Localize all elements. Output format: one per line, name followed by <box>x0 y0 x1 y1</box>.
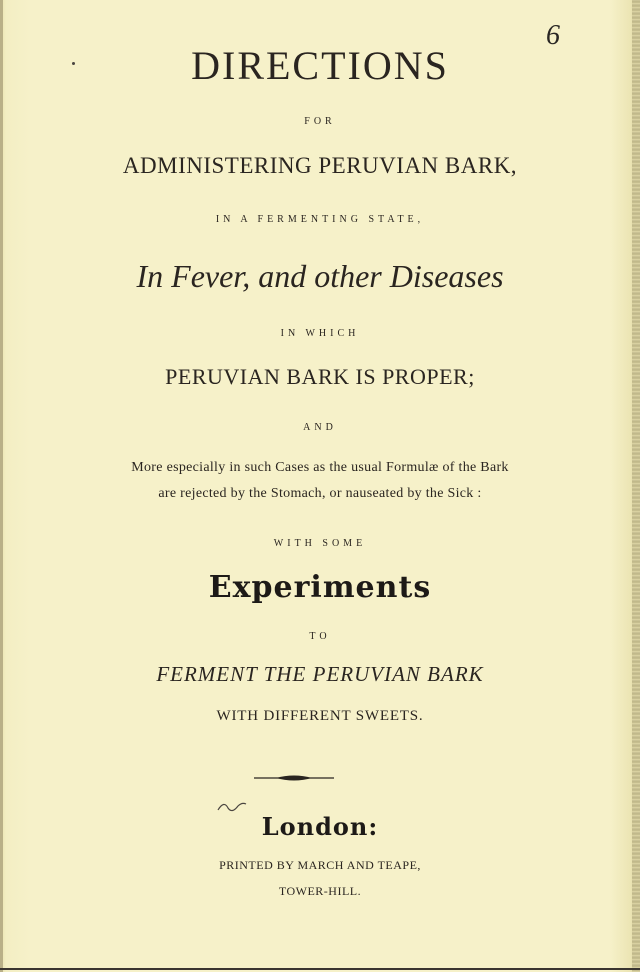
line-administering: ADMINISTERING PERUVIAN BARK, <box>122 153 518 178</box>
line-to: TO <box>309 631 331 642</box>
imprint-city: London: <box>261 812 379 841</box>
line-fever-diseases: In Fever, and other Diseases <box>136 258 504 294</box>
imprint-printer: PRINTED BY MARCH AND TEAPE, <box>219 858 421 872</box>
line-more-especially: More especially in such Cases as the usual Formulæ of the Bark <box>131 460 509 475</box>
imprint-address: TOWER-HILL. <box>278 884 362 898</box>
handwritten-page-number: 6 <box>546 20 560 51</box>
line-experiments: Experiments <box>208 570 432 605</box>
line-rejected: are rejected by the Stomach, or nauseated by the Sick : <box>158 486 482 501</box>
line-for: FOR <box>304 116 336 127</box>
line-peruvian-proper: PERUVIAN BARK IS PROPER; <box>165 364 475 389</box>
page-bottom-edge <box>0 968 640 970</box>
ornamental-rule-icon <box>254 772 334 784</box>
line-and: AND <box>303 422 337 433</box>
line-in-which: IN WHICH <box>280 328 360 339</box>
title-directions: DIRECTIONS <box>191 43 449 88</box>
line-ferment-bark: FERMENT THE PERUVIAN BARK <box>156 662 484 686</box>
line-fermenting-state: IN A FERMENTING STATE, <box>215 214 425 225</box>
line-different-sweets: WITH DIFFERENT SWEETS. <box>216 708 424 724</box>
line-with-some: WITH SOME <box>273 538 367 549</box>
